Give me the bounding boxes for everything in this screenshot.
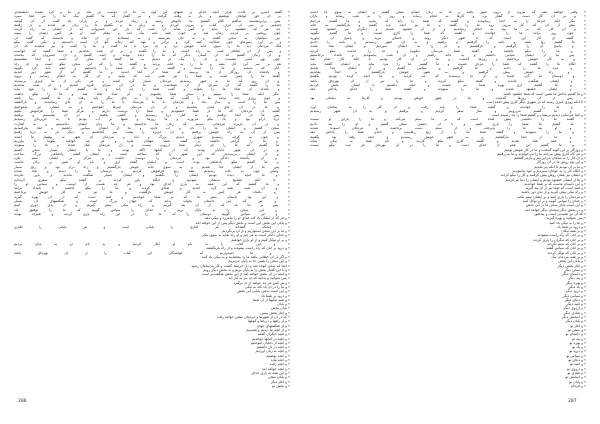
text-line: ٭ و ما گفتیم آری بهره شما نیز هست و آنچه داشتیم با ایشان بخش کردیم — [310, 83, 586, 88]
text-line: ٭ و آنچه نوشتیم — [266, 353, 290, 358]
text-line: ٭ و با این گفتار بخش را به پایان بریم و به بخش دیگر رویم — [203, 267, 290, 272]
text-line: ٭ و پایان — [277, 302, 290, 307]
text-line: ٭ و ما را خواندند و گفتند شما را باید رفت و آن کار را به سامان آورد — [310, 104, 586, 109]
text-line: ٭ و راه خویش پیش گرفتیم و به شهر خویش بازگشتیم و آنجا بماندیم — [310, 70, 586, 75]
text-line: ٭ و بر آنان که راه راست پیمودند — [537, 233, 586, 238]
text-line: ٭ و مردمان را یاری کنید و بر ایشان ستم نکنید — [517, 194, 586, 199]
text-line: ٭ که آن نیز شنیدنی است و پندآموز — [533, 211, 586, 216]
text-line: ٭ و آن روز که ما به شهر رسیدیم مردمان بسیار گرد آمدند و هر یکی از ما چیزی پرسیدند — [14, 78, 290, 83]
text-line: ٭ و در آن شهر دانایان بودند که از کتابها آگاه بودند و ما با ایشان بسیار سخن گفتیم — [14, 147, 290, 152]
text-line: ٭ و آسایش دیگر — [561, 315, 586, 320]
text-line: ٭ و درود بر آنان که راه راست پیمودند و از راه بازنگشتند — [206, 246, 290, 251]
text-line: ٭ بین سپاهیان به سخن گفتند و به جان بفرستند و به ایستادند بر آن ماند و دانستند که گفت آن — [14, 35, 290, 40]
text-line: ٭ و در بخش دیگر سخنان دیگر خواهد آمد — [524, 207, 586, 212]
text-line: ٭ و پایان نو — [569, 379, 586, 384]
text-line: ٭ و سپاس نو — [566, 353, 586, 358]
text-line: ٭ و ایشان شگفت ماندند و گفتند نیکو کردید و ما را نیز از آن بهره‌ای باشد — [310, 78, 586, 83]
text-line: ٭ و از آنچه ما دیدیم و شنیدیم — [246, 327, 290, 332]
text-line: ٭ و بر آن کار دست به گفتار برد و کارها به انجام رساند و روز را به شب رساند و یاران — [310, 14, 586, 19]
text-line: ٭ چنانکه گفته‌اند هر آغازی را پایانی است و هر پایانی را آغازی — [14, 224, 290, 229]
text-line: ٭ ما گفتیم روا باشد و نامه را گرفتیم و برفتیم و به آن شهر رسیدیم و نامه را دادیم — [310, 40, 586, 45]
text-line: ٭ و بر آنان که سپاس گفتند — [545, 246, 586, 251]
text-line: ٭ و خدای را سپاس گویید و بر او توکل کنید — [522, 199, 586, 204]
text-line: ٭ ما گفتیم که ما را جز دیدار شما آرزویی نیست و آن مردمان شاد شدند و ما را ستودند — [14, 143, 290, 148]
text-line: ٭ و چون به کرانه رسیدیم شهری دیدیم بزرگ و آباد و مردمان آن شهر به پیشباز ما آمدند — [14, 134, 290, 139]
text-line: ٭ و از راهها و دریاها و کوهها — [248, 319, 290, 324]
text-line: ٭ و پند دیگر — [568, 276, 586, 281]
text-line: ٭ و همه شاد شدند و گفتند کاری نیکو کردید و نام شما به نیکی بماند — [310, 138, 586, 143]
text-line: ٭ و آن شب همه گرد آمدند و شادی کردند و ما را نیکو داشتند تا بامداد برآمد — [14, 186, 290, 191]
text-line: ٭ و آن پادشاه دادگر بود و مردمان را دوست داشت و هرگز بر ایشان ستم نکرد — [14, 156, 290, 161]
text-line: ٭ و پس از آن شاهان شب به راه آمدند و ما را گفتند و بر آن شب بماندیم و شما گفتید که خواست — [14, 48, 290, 53]
text-line: ٭ و اگر در آن خطایی باشد ما را ببخشایند و به نیکی یاد کنند — [201, 254, 290, 259]
text-line: ٭ چون روشنی بر مردم زمان شد بر خوب همه نامه نیک آمد و پیغام کنید او هر کس ایشان را ببینید — [14, 31, 290, 36]
text-line: ٭ و ما از ایشان خشنود بودیم و ایشان را دعا می‌کردیم — [505, 177, 586, 182]
text-line: ٭ چون روز برآمد ما را خواندند و گفتند که شما را کاری هست و ما گفتیم بگویید — [310, 31, 586, 36]
text-line: ٭ تا آنکه روزی خبری رسید که در شهری دیگر کاری پیش آمده است — [486, 100, 586, 105]
text-line: ٭ پس بر ما باد که از آن پند گیریم و راه نیکی پیش گیریم و از بدی دوری کنیم — [14, 203, 290, 208]
text-line: ٭ چون بهر کسی نشست و آن را نیک تر دیدیم به ما گفتند که سخن آن است و آنجا بنشستیم — [14, 57, 290, 62]
text-line: ٭ دشمنی بر سر آن حرف کتاب و بیرون آوردم و به زبان ما و بگفتیم تا را زبان تو شدند و در رفتیم — [14, 22, 290, 27]
text-line: ٭ و به کار خویش پرداختیم و روزها گذشت و ما در آن کار بودیم تا آنکه کار تمام شد — [310, 57, 586, 62]
text-line: ٭ و آنچه خواهد آمد — [261, 366, 290, 371]
right-page-number: 287 — [568, 399, 577, 404]
text-line: ٭ پس از آن به راه خویش برفتیم و آن جزیره را پشت سر گذاشتیم و دیگر بار به دریا رفتیم — [14, 130, 290, 135]
text-line: ٭ و آن زمان گفتیم که آن کسان دیگر که ما را دیده بودند و آنچه گفتیم و آن خسروان که بیامدند — [14, 52, 290, 57]
text-line: ٭ و آنگاه کار را به جوانان سپردیم و خود بیاسودیم — [512, 168, 586, 173]
text-line: ٭ و از ایشان پرسیدیم که این شهر را که ساخته است و ایشان گفتند پادشاهی بزرگ ساخت — [14, 151, 290, 156]
text-line: ٭ آنجا که سخن کوتاه شد و دل خرسند گشت و کار به سامان رسید — [191, 263, 290, 268]
text-line: ٭ و آنچه به زبان آوردیم — [255, 349, 290, 354]
text-line: ٭ و یاد نو — [572, 345, 586, 350]
text-line: ٭ و بهره دیگر — [565, 280, 586, 285]
text-line: ٭ و بامداد هر کس به کار خویش بازگشت و ما نیز به کار خویش پرداختیم — [14, 190, 290, 195]
text-line: ٭ و ما را نیکو داشتند و گفتند شما مردمان نیکویید و ما را خدمت نیکو کردید — [310, 48, 586, 53]
text-line: ٭ و پند نو — [572, 336, 586, 341]
text-line: ٭ و بخش نو — [272, 383, 290, 388]
text-line: ٭ و آنچه در آن بخش خواهد آمد از این بخش شگفت‌تر است — [201, 272, 290, 277]
text-line: ٭ و درود نو — [569, 349, 586, 354]
text-line: ٭ و هر گاه کاری پیش می‌آمد ما را می‌خواندند و ما می‌رفتیم — [497, 151, 586, 156]
text-line: ٭ و ما را در آن یاد کند به نیکی — [244, 285, 290, 289]
text-line: ٭ و خدای داناتر است به هر چیز و او راه نماید به سوی نیکی — [201, 233, 290, 238]
text-line: ٭ ملک مردمان دید ما را سوی خانه خویش برد و آن مرد با ما گفت و ما را گفت و نیز شنیدند که آن — [14, 44, 290, 49]
text-line: ٭ و ما گفتیم که این همه به یاری خدای بود و هر چه هست از اوست و سپاس او را — [14, 181, 290, 186]
text-line: ٭ و این بود داستان سفر ما که بر شما خواندیم و امید است که از آن بهره گیرید — [14, 194, 290, 199]
text-line: ٭ و سخن دیگر — [564, 267, 586, 272]
text-line: ٭ و ما گفتیم این همه از خدای است و ما را در آن بهره‌ای جز نیت نیکو نیست — [310, 143, 586, 148]
text-line: ٭ و روزگار بر این گونه گذشت و ما در کار خویش بودیم — [504, 147, 586, 152]
text-line: ٭ و بر همه مردمان نیک — [551, 254, 586, 259]
text-line: ٭ و هر کس هر چه خواهد از آن برگیرد — [233, 280, 290, 285]
text-line: ٭ و بر همه نیکان — [561, 229, 586, 234]
text-line: ٭ پایان بخش — [271, 306, 290, 311]
text-line: ٭ و مزد ما را دادند و ما گرفتیم و سپاس گفتیم و از ایشان جدا شدیم — [310, 65, 586, 70]
text-line: ٭ و پاسخ آن را گرفتیم و بازگشتیم و آن را به ایشان سپردیم و ایشان شاد شدند — [310, 44, 586, 49]
text-line: ٭ و این سخن را به پایان بریم و خدای را سپاس گوییم که ما را توفیق داد — [14, 207, 290, 212]
text-line: ٭ و دوستان ما گرد آمدند و از ما پرسیدند که چه کردید و ما آنچه کرده بودیم بگفتیم — [310, 74, 586, 79]
text-line: ٭ آنان که بدیدند و ما را دیدند و گفتند بر ما که شما را دانستیم و آنچه باید کرد بگویید — [14, 65, 290, 70]
text-line: ٭ و این است سخن پایانی این بخش — [237, 289, 290, 294]
text-line: ٭ و آغاز دیگر — [270, 379, 290, 384]
text-line: ٭ و شادی نو — [567, 370, 586, 375]
text-line: ٭ و ما گفتیم نیکو پادشاهی بوده است و ایشان گفتند آری و نام او هنوز بر زبان ماست — [14, 160, 290, 165]
text-line: ٭ و او پند ما را پذیرفت و از ستم دست برداشت و مردمان آسوده شدند — [310, 126, 586, 131]
text-line: ٭ ما گفتیم ما شما را یاری کنیم و با آن دشمن سخن گفتیم و او را پند دادیم — [310, 121, 586, 126]
text-line: ٭ و آسایش نو — [565, 375, 586, 380]
text-line: ٭ پس بخوانید و بدانید که آن نیز به کار آید — [228, 276, 290, 281]
text-line: ٭ و نیز سپاس گوییم دوستان را که ما را در این راه یاری کردند و همراه بودند — [14, 211, 290, 216]
text-line: ٭ و ما گفتیم پاداش ما همین است که شما خشنود باشید — [503, 91, 586, 96]
text-line: ٭ بر آن حق خواهان نوشتیم و یار به وقت گرفت و نیز گفتار که ما گفتیم نیک ما را نیز آنجا سپرد — [14, 14, 290, 19]
text-line: ٭ پس از آن روزها گذشت و ما در شهر خویش بودیم و کارها به سامان بود — [310, 95, 586, 100]
text-line: ٭ دریا آرام بود و باد نیکو می‌وزید و ما روزها و شبها بر آب بودیم تا به جزیره‌ای رسیدیم — [14, 117, 290, 122]
text-line: ٭ و درود بر شما باد — [261, 293, 290, 298]
right-page — [310, 10, 586, 406]
text-line: ٭ و آنچه در دل داشتیم — [256, 345, 290, 350]
text-line: ٭ و امید نو — [570, 362, 586, 367]
text-line: ٭ که در آن از شهرها و مردمان سخن خواهد رفت — [216, 315, 290, 320]
text-line: ٭ و درود بر شما باد — [557, 224, 586, 229]
text-line: ٭ و یاد دیگر — [568, 285, 586, 289]
text-line: ٭ و شادی دیگر — [563, 310, 586, 315]
text-line: ٭ و همه نیکیها از آن شما — [253, 297, 290, 302]
text-line: ٭ و بر او توکل کنیم و از او یاری خواهیم — [231, 237, 290, 242]
text-line: ٭ و درود دیگر — [565, 289, 586, 294]
text-line: ٭ پیش از آن که کار بیرون رود ما را گفتند و ما نیز آنچه باید گفتیم و بازگشتیم به خانه — [310, 22, 586, 27]
text-line: ٭ و دعای دیگر — [564, 297, 586, 302]
text-line: ٭ و از شگفتیهای جهان — [256, 323, 290, 328]
text-line: ٭ و هر که این داستان بخواند بداند که جهان بزرگ است و شگفتیهای آن بسیار — [14, 199, 290, 204]
text-line: ٭ و این سخن را همین جا به پایان می‌بریم — [228, 259, 290, 264]
text-line: ٭ و ایشان خشنود شدند و ما را ستودند و گفتند شما را خدای پاداش دهد — [310, 87, 586, 92]
text-line: ٭ و ما را ستودند و گفتند شما ما را از رنج رهانیدید و خدای شما را پاداش دهد — [310, 130, 586, 135]
text-line: ٭ و ما بر این سخن استواریم و از آن برنگردیم — [221, 229, 290, 234]
text-line: ٭ و ما از آنجا بازگشتیم و به شهر خویش رسیدیم و آنچه رفته بود بگفتیم — [310, 134, 586, 139]
text-line: ٭ و بهره نو — [569, 340, 586, 345]
text-line: ٭ گفتند ما را دشمنی پیش آمده است که بر ما ستم می‌کند و ما را یارای او نیست — [310, 117, 586, 122]
text-line: ٭ و راه نیکی پیش گیرید و از بدی دور باشید — [521, 190, 586, 195]
text-line: ٭ و سپاس دیگر — [562, 293, 586, 298]
text-line: ٭ چه هر که مقصود را بیاید و کس نماند آن شب که دل این خسروانی که از ایشان به راه کردند — [14, 27, 290, 32]
text-line: ٭ و آنچه دیگران گفتند — [257, 332, 290, 337]
text-line: ٭ و ما در آن جای مدتی بماندیم و از آن مردمان چیزها آموختیم و به ایشان نیز بیاموختیم — [14, 104, 290, 109]
text-line: ٭ و ما را گرامی داشتند و گفتند شما مهمان مایید و هر چه خواهید بگویید تا بیاوریم — [14, 138, 290, 143]
text-line: ٭ و آنچه رفت — [269, 362, 290, 367]
left-page-number: 288 — [18, 399, 27, 404]
text-line: ٭ گفتند آن کار این است که به شهر دیگر روید و نامه‌ای ببرید و پاسخ آن بیاورید — [310, 35, 586, 40]
text-line: ٭ ما را گفتند که آن سرای از آن شماست و ما در آن سرای فرود آمدیم و آن شب بماندیم — [14, 83, 290, 88]
text-line: ٭ و این داستان ماست که بر شما خواندیم — [524, 181, 586, 186]
text-line: ٭ و بر آنان که دیگران را یاری کردند — [533, 237, 586, 242]
text-line: ٭ و پایان این بخش — [558, 259, 586, 264]
text-line: ٭ و پایان سخن — [267, 375, 290, 380]
text-line: ٭ و پادشاه آن روزگار از ما پرسید که شما از کجا آمدید و ما گفتیم که از شهر دور آمدیم — [14, 70, 290, 75]
text-line: ٭ و بر آنان که توکل کردند — [547, 250, 586, 255]
text-line: ٭ و در آن جزیره مردمانی دیدیم که زبان ما ندانستند و ما زبان ایشان ندانستیم و به اشارت — [14, 121, 290, 126]
text-line: ٭ و پایان این بخش این است و بخش دیگر پس از این خواهد آمد — [195, 220, 290, 225]
text-line: ٭ و سخن نو — [567, 327, 586, 332]
text-line: ٭ گفتند ما را چنین است و شما را نیز همی باید که بیایید و آن کار به انجام رسانید و بروید — [14, 74, 290, 79]
text-line: ٭ و امید دیگر — [566, 302, 586, 307]
text-line: ٭ و ما آنچه دیده بودیم ایشان را بگفتیم و ایشان بسیار شگفت ماندند و باور نکردند — [14, 173, 290, 178]
text-line: ٭ و ایشان نیز همان روش پیش گرفتند و کار را نیکو کردند — [500, 173, 586, 178]
text-line: ٭ و آرزوی نو — [567, 366, 586, 371]
text-line: ٭ و ما گفتیم می‌رویم و ساز سفر کردیم و برفتیم و به آن شهر رسیدیم — [310, 108, 586, 113]
text-line: ٭ و بر آنان که ستم نکردند — [547, 242, 586, 247]
text-line: ٭ هم بر سر این کار بشد و ما را به خانه بردند و گفتند ما را که این سخن نیکو است و آن راه — [14, 61, 290, 66]
text-line: ٭ و فرجام — [570, 383, 586, 388]
text-line: ٭ پس ما از ایشان جدا شدیم و به سوی خانه خویش بازگشتیم و راه دراز بود و رنج بسیار — [14, 164, 290, 169]
text-line: ٭ و این است پایان سخن ما در این بخش — [525, 203, 586, 208]
text-line: ٭ پس ما از ایشان سپاس داشتیم و به خانه رفتیم و آن شب بیاسودیم و بامداد برخاستیم — [310, 52, 586, 57]
text-line: ٭ و آنجا مردمانی دیدیم پریشان و گفتیم شما را چه رسیده است — [491, 113, 586, 118]
text-line: ٭ و این کتاب را به نام او آغاز کردیم و به نام او به پایان بردیم — [14, 242, 290, 247]
text-line: ٭ و آرزوی دیگر — [563, 306, 586, 311]
text-line: ٭ و دعای نو — [568, 358, 586, 363]
text-line: ٭ و ما را به نیکی یاد کنید — [549, 220, 586, 225]
text-line: ٭ و آغاز بخش دیگر — [557, 263, 586, 268]
text-line: ٭ و آنچه ماند — [270, 358, 290, 363]
text-line: ٭ مگر آنکه خبرها را به آنجا رسانیدند و گفتند که شما را باید که بیایید و ما گفتیم می‌آییم — [310, 18, 586, 23]
text-line: ٭ و پایان دیگر — [565, 319, 586, 324]
text-line: ٭ و آن کار را به سامان می‌آوردیم و بازمی‌گشتیم — [514, 156, 586, 161]
text-line: ٭ و آنچه در کتابها خواندیم — [252, 336, 290, 341]
text-line: ٭ و امید است که شما نیز از آن پند گیرید — [525, 186, 586, 191]
text-line: ٭ و داستان دیگر — [561, 272, 586, 277]
text-line: ٭ و داستان نو — [565, 332, 586, 337]
text-line: ٭ تا آنکه نشانها بدیشان نمودیم و آنگاه باور کردند و گفتند نیکو سفری کرده‌اید — [14, 177, 290, 182]
text-line: ٭ گفتم امیرو بر عادت هزار آنچه خدای بر شبهای این کوه به ما آن دوست تن شد بر ما و کرد شدند دانشمندی — [14, 10, 290, 14]
text-line: ٭ پس ما را اسب و ساز بداد و مردمان با ما بفرستاد تا ما را به آن جای رسانیدند و بازگشتند — [14, 100, 290, 105]
text-line: ٭ ولیکن چون به خانه رسیدیم همه رنج فراموش کردیم و دوستان ما را دیدند و شاد شدند — [14, 168, 290, 173]
text-line: ٭ سخن گفتیم و ایشان ما را نان و آب دادند و ما از ایشان سپاس داشتیم و آنجا بیارامیدیم — [14, 126, 290, 131]
text-line: ٭ و آغاز نو — [570, 323, 586, 328]
text-line: ٭ آنگاه ما را گفتند که شما را مزدی هست و ما گفتیم ما را مزد نباید و ایشان گفتند بباید — [310, 61, 586, 66]
text-line: ٭ و ما بر آن بودیم تا آنکه پیر شدیم — [534, 164, 586, 169]
text-line: ٭ پس ما از آنجا برفتیم و به کنار دریا رسیدیم و کشتی یافتیم و در آن نشستیم و برفتیم — [14, 113, 290, 118]
text-line: ٭ و این همه به یاری خدای — [251, 370, 290, 375]
text-line: ٭ و هر که از ایشان یاد کند خدای او را بیامرزد و نیکی دهد — [204, 216, 290, 221]
text-line: ٭ مگر آنکه شما را ببینیم و سخن شما بشنویم و آن شاه شاد شد و ما را نیکو داشت — [14, 91, 290, 96]
text-line: ٭ و آغاز بخش پسین — [260, 310, 290, 315]
text-line: ٭ پس برابرنشسته ساقیم کلام گشتیم بنا ناخوش رسید و زیباد مردم و بر یاران یاد گفت از آن گوشه — [14, 18, 290, 23]
text-line: ٭ و آنچه از دانایان آموختیم — [250, 340, 290, 345]
text-line: ٭ و بامداد آن شاه ما را بخواند و گفت شما را چه باید و ما گفتیم که ما را هیچ نباید — [14, 87, 290, 92]
text-line: ٭ و چون روزی چند برآمد ما را گفت که شما را به جای دیگر باید رفت و ما گفتیم روا باشد — [14, 95, 290, 100]
text-line: ٭ و این بود روش ما در آن روزگار — [536, 160, 586, 165]
text-line: ٭ و آن کار که بر ما بود به انجام رساندیم و از آن خشنود شدیم و دیگران نیز خشنود شدند — [310, 27, 586, 32]
left-page — [14, 10, 290, 406]
text-line: ٭ گفتند آن مردمان که ما از شما خشنودیم و شما را دوست داریم و هرگز شما را فراموش نکنیم — [14, 108, 290, 113]
text-line: ٭ و بر این پسرهای چون شکایت کنند کرد و برادر و عهد کند زمانه کو آن است دانستیم و یکی گفت نیکو — [14, 40, 290, 45]
text-line: ٭ پس بخوانید و بهره گیرید — [546, 216, 586, 221]
text-line: ٭ وقتی خواهند شد که بیرون از درون شهر باشد و ما به زبان ایشان سخن گفتیم و ایشان به سوی ما آمدند — [310, 10, 586, 14]
text-line: ٭ و ما امیدواریم که خوانندگان این کتاب را از آن بهره‌ای باشد — [14, 250, 290, 255]
